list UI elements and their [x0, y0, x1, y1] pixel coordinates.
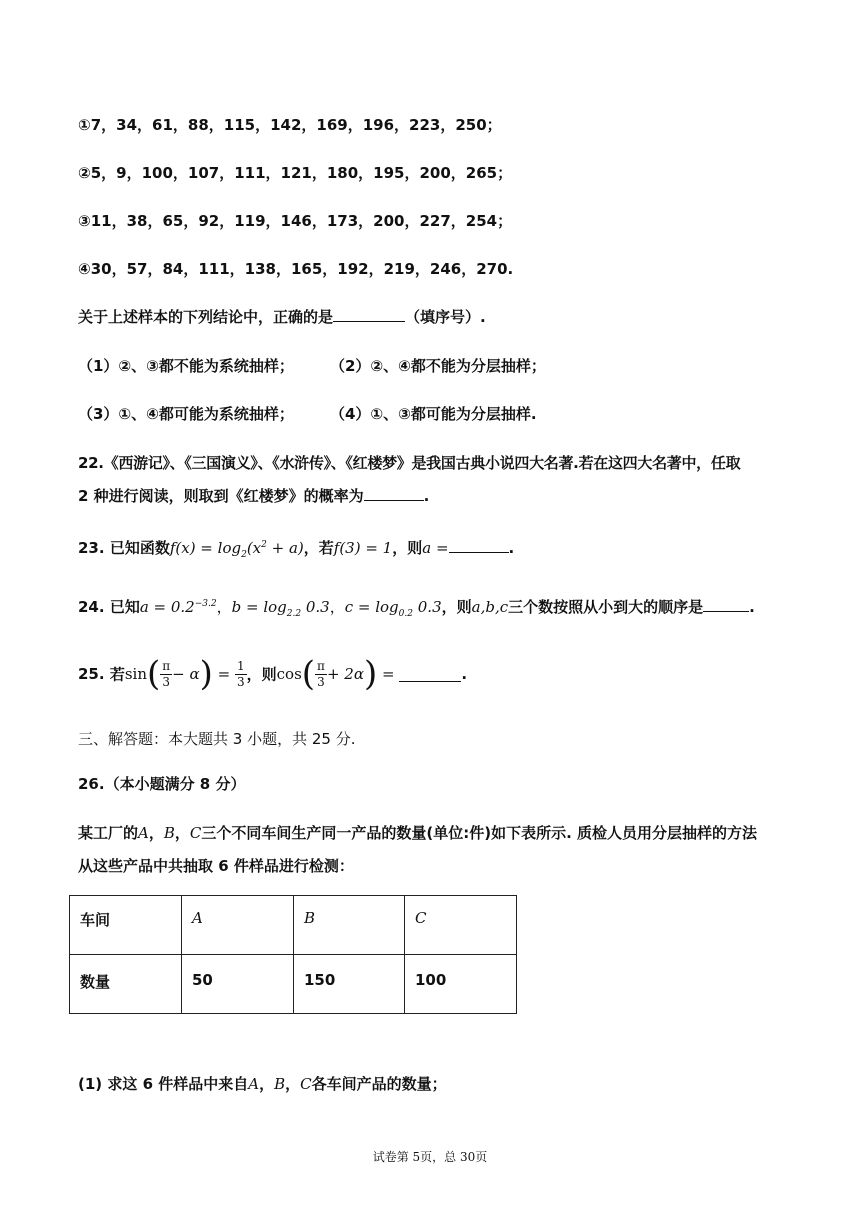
q25-three-a: 3 — [162, 674, 171, 689]
q24-end: . — [749, 598, 755, 616]
q24-b-expr: b = log — [231, 598, 287, 616]
q26-p1-b: 三个不同车间生产同一产品的数量(单位:件)如下表所示. 质检人员用分层抽样的方法 — [201, 824, 758, 842]
q25-plus-2alpha: + 2α — [326, 665, 364, 683]
q25-answer-blank[interactable] — [399, 667, 461, 682]
q22-line-2 — [78, 485, 429, 506]
q22-line-2-text: 2 种进行阅读，则取到《红楼梦》的概率为 — [78, 487, 364, 505]
q26-paragraph-2: 从这些产品中共抽取 6 件样品进行检测： — [78, 857, 354, 875]
q22-line-2-end: . — [423, 487, 430, 505]
q25-text-1: 若 — [109, 665, 125, 684]
q24-c — [344, 598, 442, 619]
q23-function — [169, 539, 304, 560]
q26-A: A — [138, 824, 149, 842]
q26-sub1-C: C — [300, 1075, 312, 1093]
q24-text-2: ，则 — [441, 598, 472, 616]
table-cell-header-B: B — [294, 896, 405, 955]
q22-answer-blank[interactable] — [364, 486, 424, 501]
sample-line-2: ②5，9，100，107，111，121，180，195，200，265； — [78, 164, 513, 182]
q25-end: . — [461, 665, 468, 683]
sample-line-1: ①7，34，61，88，115，142，169，196，223，250； — [78, 116, 502, 134]
q21-stem — [78, 306, 486, 327]
q25-equals-2: = — [377, 665, 400, 683]
q24-b-base: 2.2 — [286, 609, 302, 619]
q24-text-1: 已知 — [109, 598, 140, 616]
q21-stem-after: （填序号）. — [405, 308, 486, 326]
q24-a — [140, 598, 217, 616]
q23-end: . — [508, 539, 515, 557]
q21-answer-blank[interactable] — [333, 307, 405, 322]
q24-c-expr: c = log — [344, 598, 399, 616]
q25-pi-a: π — [162, 658, 171, 673]
q23-ask: a = — [422, 539, 449, 557]
q23-text-3: ，则 — [392, 539, 423, 557]
q23-log-base: 2 — [241, 550, 247, 560]
q25-text-2: ，则 — [246, 665, 277, 684]
table-cell-quantity-A: 50 — [182, 955, 294, 1014]
q25-one: 1 — [236, 658, 245, 673]
sample-line-3: ③11，38，65，92，119，146，173，200，227，254； — [78, 212, 513, 230]
q25: 25. 若sin( $\frac{\pi}{3}$ − α) = $\frac{1}{3}$ ，则cos( $\frac{\pi}{3}$ + 2α) = . — [78, 654, 468, 694]
q25-equals: = — [212, 665, 235, 683]
section-3-heading: 三、解答题：本大题共 3 小题，共 25 分. — [78, 730, 356, 748]
workshop-table — [69, 895, 517, 1014]
q21-option-2: （2）②、④都不能为分层抽样； — [330, 357, 546, 375]
q24-b — [231, 598, 330, 619]
q24-number: 24. — [78, 598, 105, 616]
q23-condition: f(3) = 1 — [333, 539, 393, 557]
q26-subquestion-1: (1) 求这 6 件样品中来自A，B，C各车间产品的数量； — [78, 1075, 447, 1093]
q26-sub1-A: A — [248, 1075, 260, 1093]
q23-number: 23. — [78, 539, 105, 557]
table-row — [70, 955, 517, 1014]
q26-C: C — [189, 824, 202, 842]
table-row — [70, 896, 517, 955]
q24-a-exponent: −3.2 — [194, 599, 217, 609]
table-cell-quantity-label: 数量 — [70, 955, 182, 1014]
q23-function-main: f(x) = log — [169, 539, 242, 557]
q23-text-2: ，若 — [303, 539, 334, 557]
q25-pi-over-3-a — [160, 659, 172, 690]
table-cell-header-C: C — [405, 896, 517, 955]
table-cell-header-label: 车间 — [70, 896, 182, 955]
q25-one-third — [235, 659, 247, 690]
q25-sin: sin — [124, 665, 147, 683]
q26-sub1-a: (1) 求这 6 件样品中来自 — [78, 1075, 249, 1093]
q23-answer-blank[interactable] — [449, 538, 509, 553]
q21-option-3: （3）①、④都可能为系统抽样； — [78, 405, 294, 423]
q24-text-3: 三个数按照从小到大的顺序是 — [508, 598, 704, 616]
q21-option-1: （1）②、③都不能为系统抽样； — [78, 357, 294, 375]
q25-three-c: 3 — [317, 674, 325, 689]
q26-sub1-b: 各车间产品的数量； — [311, 1075, 447, 1093]
page-footer: 试卷第 5页，总 30页 — [372, 1150, 488, 1164]
q24-a-expr: a = 0.2 — [139, 598, 195, 616]
q25-cos: cos — [276, 665, 302, 683]
q21-stem-before: 关于上述样本的下列结论中，正确的是 — [78, 308, 334, 326]
q24: 24. 已知$a = 0.2^{-3.2}$，$b = \log_{2.2} 0.3$，$c = \log_{0.2} 0.3$，则a,b,c三个数按照从小到大的顺序是 . — [78, 598, 755, 619]
q24-b-arg: 0.3 — [301, 598, 330, 616]
q26-B: B — [163, 824, 175, 842]
q22-line-1: 22.《西游记》、《三国演义》、《水浒传》、《红楼梦》是我国古典小说四大名著.若在这四大名著中，任取 — [78, 454, 741, 472]
q23-function-arg: (x — [246, 539, 262, 557]
q23 — [78, 537, 514, 560]
q25-pi-b: π — [317, 658, 325, 673]
q25-number: 25. — [78, 665, 105, 683]
q26-p1-a: 某工厂的 — [78, 824, 139, 842]
q23-exponent: 2 — [261, 540, 267, 550]
q23-function-tail: + a) — [266, 539, 304, 557]
q26-paragraph-1: 某工厂的A，B，C三个不同车间生产同一产品的数量(单位:件)如下表所示. 质检人员用分层抽样的方法 — [78, 824, 758, 842]
q24-answer-blank[interactable] — [703, 597, 749, 612]
q26-sub1-B: B — [274, 1075, 286, 1093]
q23-text-1: 已知函数 — [109, 539, 170, 557]
table-cell-header-A: A — [182, 896, 294, 955]
sample-line-4: ④30，57，84，111，138，165，192，219，246，270. — [78, 260, 514, 278]
q26-header: 26.（本小题满分 8 分） — [78, 775, 246, 793]
table-cell-quantity-B: 150 — [294, 955, 405, 1014]
q24-vars: a,b,c — [471, 598, 509, 616]
q25-three-b: 3 — [236, 674, 245, 689]
q24-c-arg: 0.3 — [412, 598, 442, 616]
table-cell-quantity-C: 100 — [405, 955, 517, 1014]
q25-pi-over-3-b — [315, 659, 327, 690]
q25-minus-alpha: − α — [172, 665, 200, 683]
q24-c-base: 0.2 — [398, 609, 413, 619]
q21-option-4: （4）①、③都可能为分层抽样. — [330, 405, 537, 423]
